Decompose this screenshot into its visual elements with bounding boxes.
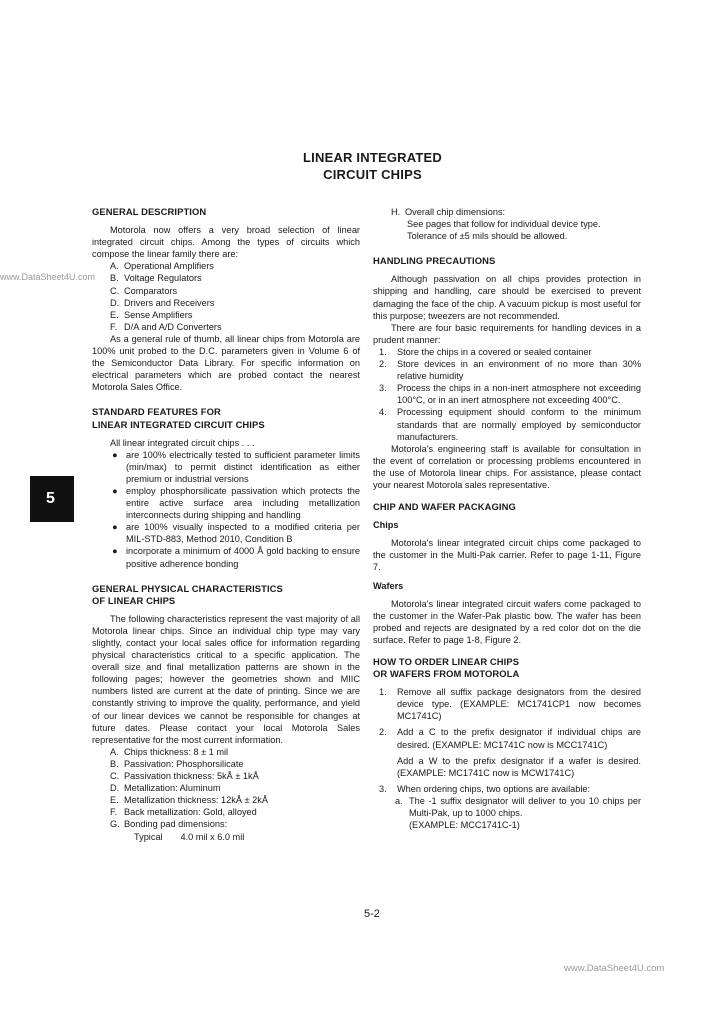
- order-option-a: a. The -1 suffix designator will deliver to you 10 chips per Multi-Pak, up to 1000 chips. (EXAMPLE: MCC1741C-1): [395, 795, 641, 831]
- watermark-left: www.DataSheet4U.com: [0, 272, 96, 282]
- wafers-subheading: Wafers: [373, 580, 404, 591]
- list-item: Add a W to the prefix designator if a wafer is desired. (EXAMPLE: MC1741C now is MCW1741C): [397, 755, 641, 778]
- standard-features-list: [92, 449, 360, 570]
- list-item: E. Metallization thickness: 12kÅ ± 2kÅ: [110, 795, 268, 806]
- wafers-packaging-text: Motorola's linear integrated circuit wafers come packaged to the customer in the Wafer-Pak plastic bow. The wafer has been probed and rejects are designated by a red color dot on the die surface. Refer to page 1-8, Figure 2.: [373, 598, 641, 645]
- watermark-right: www.DataSheet4U.com: [564, 963, 665, 974]
- left-column: [92, 206, 360, 843]
- list-item: A. Operational Amplifiers: [110, 261, 214, 272]
- list-item: G. Bonding pad dimensions:: [110, 819, 228, 830]
- chips-subheading: Chips: [373, 520, 399, 531]
- list-item: D. Metallization: Aluminum: [110, 783, 221, 794]
- section-tab-bar: [71, 476, 74, 522]
- physical-paragraph: The following characteristics represent the vast majority of all Motorola linear chips. Since an individual chip type may vary slightly, contact your local sales office for information regarding physical characteristics critical to a specific application. The overall size and final metallization patterns are shown in the following pages; however the geometries shown and MIIC numbers listed are current at the date of printing. Since we are constantly striving to improve the quality, performance, and yield of our linear devices we cannot be responsible for changes at future dates. Please contact your local Motorola Sales representative for the most current information.: [92, 613, 360, 745]
- list-item: ● are 100% electrically tested to sufficient parameter limits (min/max) to permit distinct identification as either premium or industrial versions: [112, 449, 360, 484]
- order-heading-2: OR WAFERS FROM MOTOROLA: [373, 668, 520, 680]
- handling-paragraph-1: Although passivation on all chips provides protection in shipping and handling, care should be exercised to prevent damaging the face of the chip. A vacuum pickup is most useful for this purpose; tweezers are not recommended.: [373, 274, 641, 321]
- list-item: ● are 100% visually inspected to a modified criteria per MIL-STD-883, Method 2010, Condition B: [112, 522, 360, 545]
- list-item: 3. When ordering chips, two options are available:: [379, 783, 591, 794]
- typical-pad-dimensions: [92, 831, 360, 843]
- list-item: 2. Store devices in an environment of no more than 30% relative humidity: [379, 359, 641, 382]
- list-item: 3. Process the chips in a non-inert atmosphere not exceeding 100°C, or in an inert atmosphere not exceeding 400°C.: [379, 383, 641, 406]
- overall-dimensions-line1: See pages that follow for individual device type.: [407, 219, 601, 230]
- order-heading-1: HOW TO ORDER LINEAR CHIPS: [373, 656, 520, 667]
- list-item: B. Voltage Regulators: [110, 273, 202, 284]
- typical-label: Typical: [134, 831, 163, 842]
- physical-characteristics-list: [92, 746, 360, 831]
- standard-features-heading-2: LINEAR INTEGRATED CIRCUIT CHIPS: [92, 418, 265, 430]
- order-steps-list: [373, 686, 641, 795]
- physical-heading-1: GENERAL PHYSICAL CHARACTERISTICS: [92, 582, 283, 594]
- chips-packaging-text: Motorola's linear integrated circuit chips come packaged to the customer in the Multi-Pak carrier. Refer to page 1-11, Figure 7.: [373, 538, 641, 573]
- handling-requirements-list: [373, 346, 641, 443]
- list-item: 1. Remove all suffix package designators from the desired device type. (EXAMPLE: MC1741CP1 now becomes MC1741C): [379, 687, 641, 722]
- handling-heading: HANDLING PRECAUTIONS: [373, 255, 496, 267]
- list-item: 2. Add a C to the prefix designator if individual chips are desired. (EXAMPLE: MC1741C now is MCC1741C): [379, 727, 641, 750]
- list-item: B. Passivation: Phosphorsilicate: [110, 758, 244, 769]
- list-item: C. Comparators: [110, 285, 178, 296]
- overall-dimensions-line2: Tolerance of ±5 mils should be allowed.: [407, 231, 568, 242]
- list-item: A. Chips thickness: 8 ± 1 mil: [110, 746, 229, 757]
- right-column: [373, 206, 641, 831]
- standard-features-heading-1: STANDARD FEATURES FOR: [92, 406, 221, 418]
- list-item: H. Overall chip dimensions:: [391, 207, 506, 217]
- list-item: ● incorporate a minimum of 4000 Å gold backing to ensure positive adherence bonding: [112, 546, 360, 569]
- list-item: ● employ phosphorsilicate passivation which protects the entire active surface area including metallization interconnects during shipping and handling: [112, 485, 360, 521]
- list-item: 4. Processing equipment should conform to the minimum standards that are normally employed by semiconductor manufacturers.: [379, 407, 641, 442]
- typical-value: 4.0 mil x 6.0 mil: [180, 831, 245, 842]
- page-title-line1: LINEAR INTEGRATED: [303, 150, 442, 165]
- general-description-heading: GENERAL DESCRIPTION: [92, 206, 207, 217]
- linear-family-list: [92, 260, 360, 333]
- handling-paragraph-3: Motorola's engineering staff is available for consultation in the event of correlation or processing problems encountered in the use of Motorola linear chips. For assistance, please contact your nearest Motorola sales representative.: [373, 443, 641, 490]
- physical-heading-2: OF LINEAR CHIPS: [92, 594, 176, 606]
- list-item: 1. Store the chips in a covered or sealed container: [379, 346, 592, 357]
- page-title-line2: CIRCUIT CHIPS: [323, 167, 422, 182]
- section-tab: 5: [30, 476, 71, 522]
- order-option-a-example: (EXAMPLE: MCC1741C-1): [409, 820, 520, 831]
- handling-paragraph-2: There are four basic requirements for handling devices in a prudent manner:: [373, 322, 641, 345]
- page-number: 5-2: [364, 908, 380, 920]
- general-description-intro: Motorola now offers a very broad selection of linear integrated circuit chips. Among the types of circuits which compose the linear family there are:: [92, 225, 360, 260]
- list-item: F. D/A and A/D Converters: [110, 321, 222, 332]
- list-item: C. Passivation thickness: 5kÅ ± 1kÅ: [110, 771, 259, 782]
- packaging-heading: CHIP AND WAFER PACKAGING: [373, 501, 516, 513]
- overall-dimensions: [373, 206, 641, 218]
- list-item: D. Drivers and Receivers: [110, 297, 215, 308]
- standard-features-intro: All linear integrated circuit chips . . .: [110, 437, 255, 448]
- general-rule-paragraph: As a general rule of thumb, all linear chips from Motorola are 100% unit probed to the D.C. parameters given in Volume 6 of the Semiconductor Data Library. For specific information on electrical parameters which are probed contact the nearest Motorola Sales Office.: [92, 333, 360, 393]
- list-item: F. Back metallization: Gold, alloyed: [110, 807, 257, 818]
- list-item: E. Sense Amplifiers: [110, 309, 193, 320]
